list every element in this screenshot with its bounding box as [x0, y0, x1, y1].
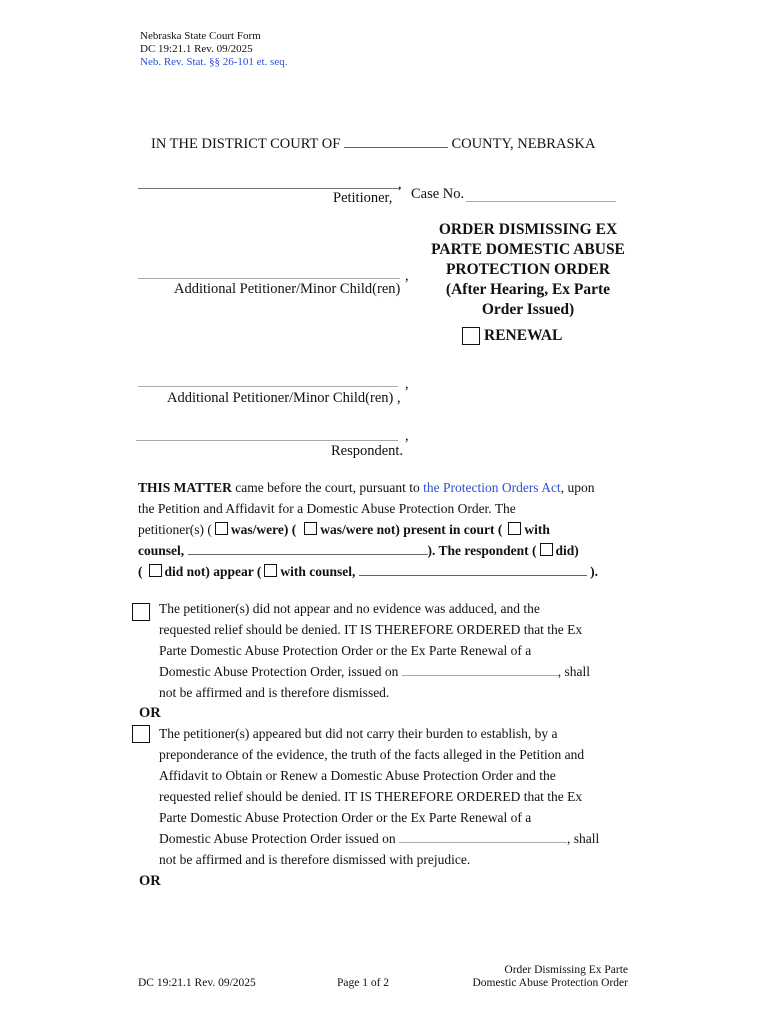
court-prefix: IN THE DISTRICT COURT OF [151, 136, 341, 152]
intro-line-1 [138, 477, 598, 498]
option-2-checkbox[interactable] [132, 725, 150, 743]
option-2-line: Affidavit to Obtain or Renew a Domestic Abuse Protection Order and the [159, 768, 556, 783]
was-were-not: was/were not) present in court ( [320, 522, 503, 537]
option-2-shall: , shall [566, 831, 600, 846]
respondent-field[interactable] [136, 440, 398, 441]
petitioner-with-counsel-checkbox[interactable] [508, 522, 521, 535]
option-1-checkbox[interactable] [132, 603, 150, 621]
respondent-part: ). The respondent ( [427, 543, 537, 558]
renewal-label: RENEWAL [484, 327, 563, 344]
case-number-label: Case No. [411, 186, 465, 202]
title-line: Order Issued) [481, 301, 575, 318]
renewal-checkbox[interactable] [462, 327, 480, 345]
option-2-date-field[interactable] [399, 830, 567, 843]
title-line: ORDER DISMISSING EX [438, 221, 618, 238]
option-1-line: Parte Domestic Abuse Protection Order or the Ex Parte Renewal of a [159, 643, 532, 658]
footer-title-line: Order Dismissing Ex Parte [504, 964, 628, 976]
was-were-checkbox[interactable] [215, 522, 228, 535]
intro-line-2: the Petition and Affidavit for a Domestic Abuse Protection Order. The [138, 501, 516, 516]
statute-link[interactable]: Neb. Rev. Stat. §§ 26-101 et. seq. [140, 56, 288, 68]
petitioner-label: Petitioner, [333, 190, 393, 206]
respondent-did-not-checkbox[interactable] [149, 564, 162, 577]
option-2-line: Parte Domestic Abuse Protection Order or the Ex Parte Renewal of a [159, 810, 532, 825]
comma: , [405, 428, 409, 444]
respondent-did-checkbox[interactable] [540, 543, 553, 556]
option-2-line: requested relief should be denied. IT IS THEREFORE ORDERED that the Ex [159, 789, 583, 804]
option-1-line: requested relief should be denied. IT IS THEREFORE ORDERED that the Ex [159, 622, 583, 637]
option-2-line [159, 828, 599, 849]
comma: , [405, 268, 409, 284]
upon: , upon [560, 480, 595, 495]
title-line: PARTE DOMESTIC ABUSE [431, 241, 625, 258]
form-header [140, 30, 287, 69]
header-form-rev: DC 19:21.1 Rev. 09/2025 [140, 43, 253, 55]
option-1-issued-on: Domestic Abuse Protection Order, issued on [159, 664, 399, 679]
option-2-line: preponderance of the evidence, the truth of the facts alleged in the Petition and [159, 747, 585, 762]
option-1-line: The petitioner(s) did not appear and no evidence was adduced, and the [159, 601, 540, 616]
was-were-not-checkbox[interactable] [304, 522, 317, 535]
with: with [524, 522, 550, 537]
counsel: counsel, [138, 543, 185, 558]
did-not: did not) appear ( [164, 564, 262, 579]
additional-petitioner-2-label: Additional Petitioner/Minor Child(ren) , [167, 390, 401, 406]
option-1-shall: , shall [557, 664, 591, 679]
respondent-with-counsel-checkbox[interactable] [264, 564, 277, 577]
comma: , [398, 176, 402, 192]
option-1-date-field[interactable] [402, 663, 558, 676]
county-field[interactable] [344, 135, 448, 148]
protection-orders-act-link[interactable]: the Protection Orders Act [423, 480, 561, 495]
was-were: was/were) ( [230, 522, 297, 537]
respondent-label: Respondent. [331, 443, 404, 459]
court-suffix: COUNTY, NEBRASKA [451, 136, 596, 152]
with-counsel: with counsel, [280, 564, 356, 579]
this-matter: THIS MATTER [138, 480, 232, 495]
intro-end: ). [590, 564, 599, 579]
title-line: (After Hearing, Ex Parte [445, 281, 611, 298]
title-line: PROTECTION ORDER [445, 261, 611, 278]
petitioner-field[interactable] [138, 188, 400, 189]
petitioners-label: petitioner(s) ( [138, 522, 212, 537]
case-number-field[interactable] [466, 201, 616, 202]
intro-line-5 [138, 561, 598, 582]
open-paren: ( [138, 564, 143, 579]
option-1-paragraph [159, 598, 590, 703]
order-title [420, 220, 636, 320]
or-separator: OR [139, 705, 161, 721]
additional-petitioner-2-field[interactable] [138, 386, 398, 387]
option-2-line: The petitioner(s) appeared but did not carry their burden to establish, by a [159, 726, 558, 741]
option-2-line: not be affirmed and is therefore dismissed with prejudice. [159, 852, 471, 867]
intro-line-3 [138, 519, 598, 540]
intro-paragraph [138, 477, 598, 582]
option-2-issued-on: Domestic Abuse Protection Order issued on [159, 831, 396, 846]
page-number: Page 1 of 2 [337, 977, 390, 989]
comma: , [405, 376, 409, 392]
option-1-line [159, 661, 590, 682]
did: did) [555, 543, 579, 558]
footer-form-number: DC 19:21.1 Rev. 09/2025 [138, 977, 256, 989]
intro-line-4 [138, 540, 598, 561]
footer-title [440, 964, 628, 990]
footer-title-line: Domestic Abuse Protection Order [472, 977, 628, 989]
or-separator: OR [139, 873, 161, 889]
came-before: came before the court, pursuant to [231, 480, 424, 495]
header-form-name: Nebraska State Court Form [140, 30, 261, 42]
respondent-counsel-field[interactable] [359, 563, 587, 576]
additional-petitioner-1-field[interactable] [138, 278, 400, 279]
court-caption [151, 135, 595, 153]
option-2-paragraph [159, 723, 599, 870]
additional-petitioner-1-label: Additional Petitioner/Minor Child(ren) [174, 281, 401, 297]
option-1-line: not be affirmed and is therefore dismissed. [159, 685, 390, 700]
petitioner-counsel-field[interactable] [188, 542, 428, 555]
